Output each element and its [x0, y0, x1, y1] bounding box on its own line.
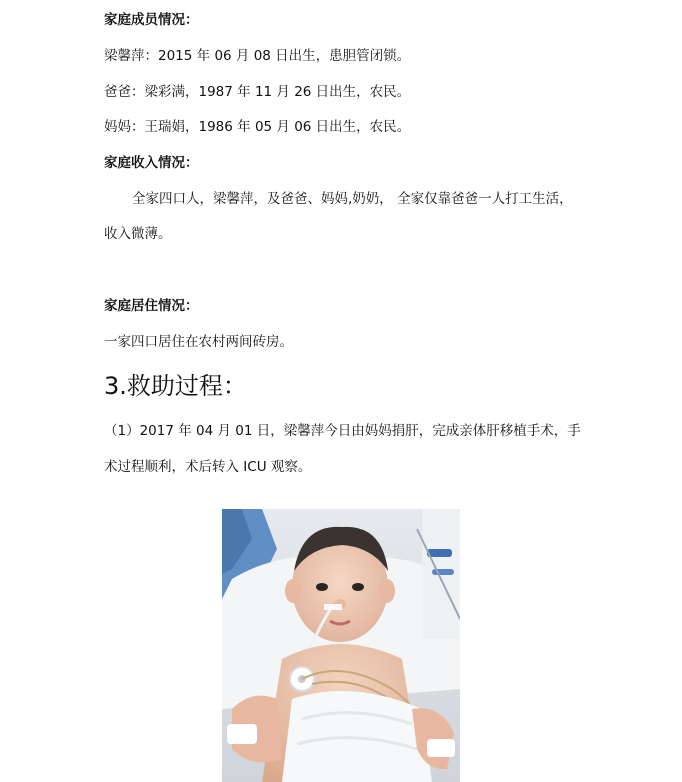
- member-line-mother: 妈妈：王瑞娟，1986 年 05 月 06 日出生，农民。: [104, 119, 411, 135]
- family-income-heading: 家庭收入情况：: [104, 155, 199, 171]
- rescue-line-2: 术过程顺利，术后转入 ICU 观察。: [104, 459, 312, 475]
- family-members-heading: 家庭成员情况：: [104, 12, 199, 28]
- income-line-2: 收入微薄。: [104, 226, 172, 242]
- family-residence-heading: 家庭居住情况：: [104, 298, 199, 314]
- income-line-1: 全家四口人，梁馨萍，及爸爸、妈妈,奶奶， 全家仅靠爸爸一人打工生活，: [132, 191, 573, 207]
- member-line-father: 爸爸：梁彩满，1987 年 11 月 26 日出生，农民。: [104, 84, 411, 100]
- member-line-child: 梁馨萍：2015 年 06 月 08 日出生，患胆管闭锁。: [104, 48, 411, 64]
- rescue-process-heading: 3.救助过程：: [104, 372, 247, 400]
- patient-photo: [222, 509, 460, 782]
- rescue-line-1: （1）2017 年 04 月 01 日，梁馨萍今日由妈妈捐肝，完成亲体肝移植手术，手: [104, 423, 581, 439]
- residence-line-1: 一家四口居住在农村两间砖房。: [104, 334, 293, 350]
